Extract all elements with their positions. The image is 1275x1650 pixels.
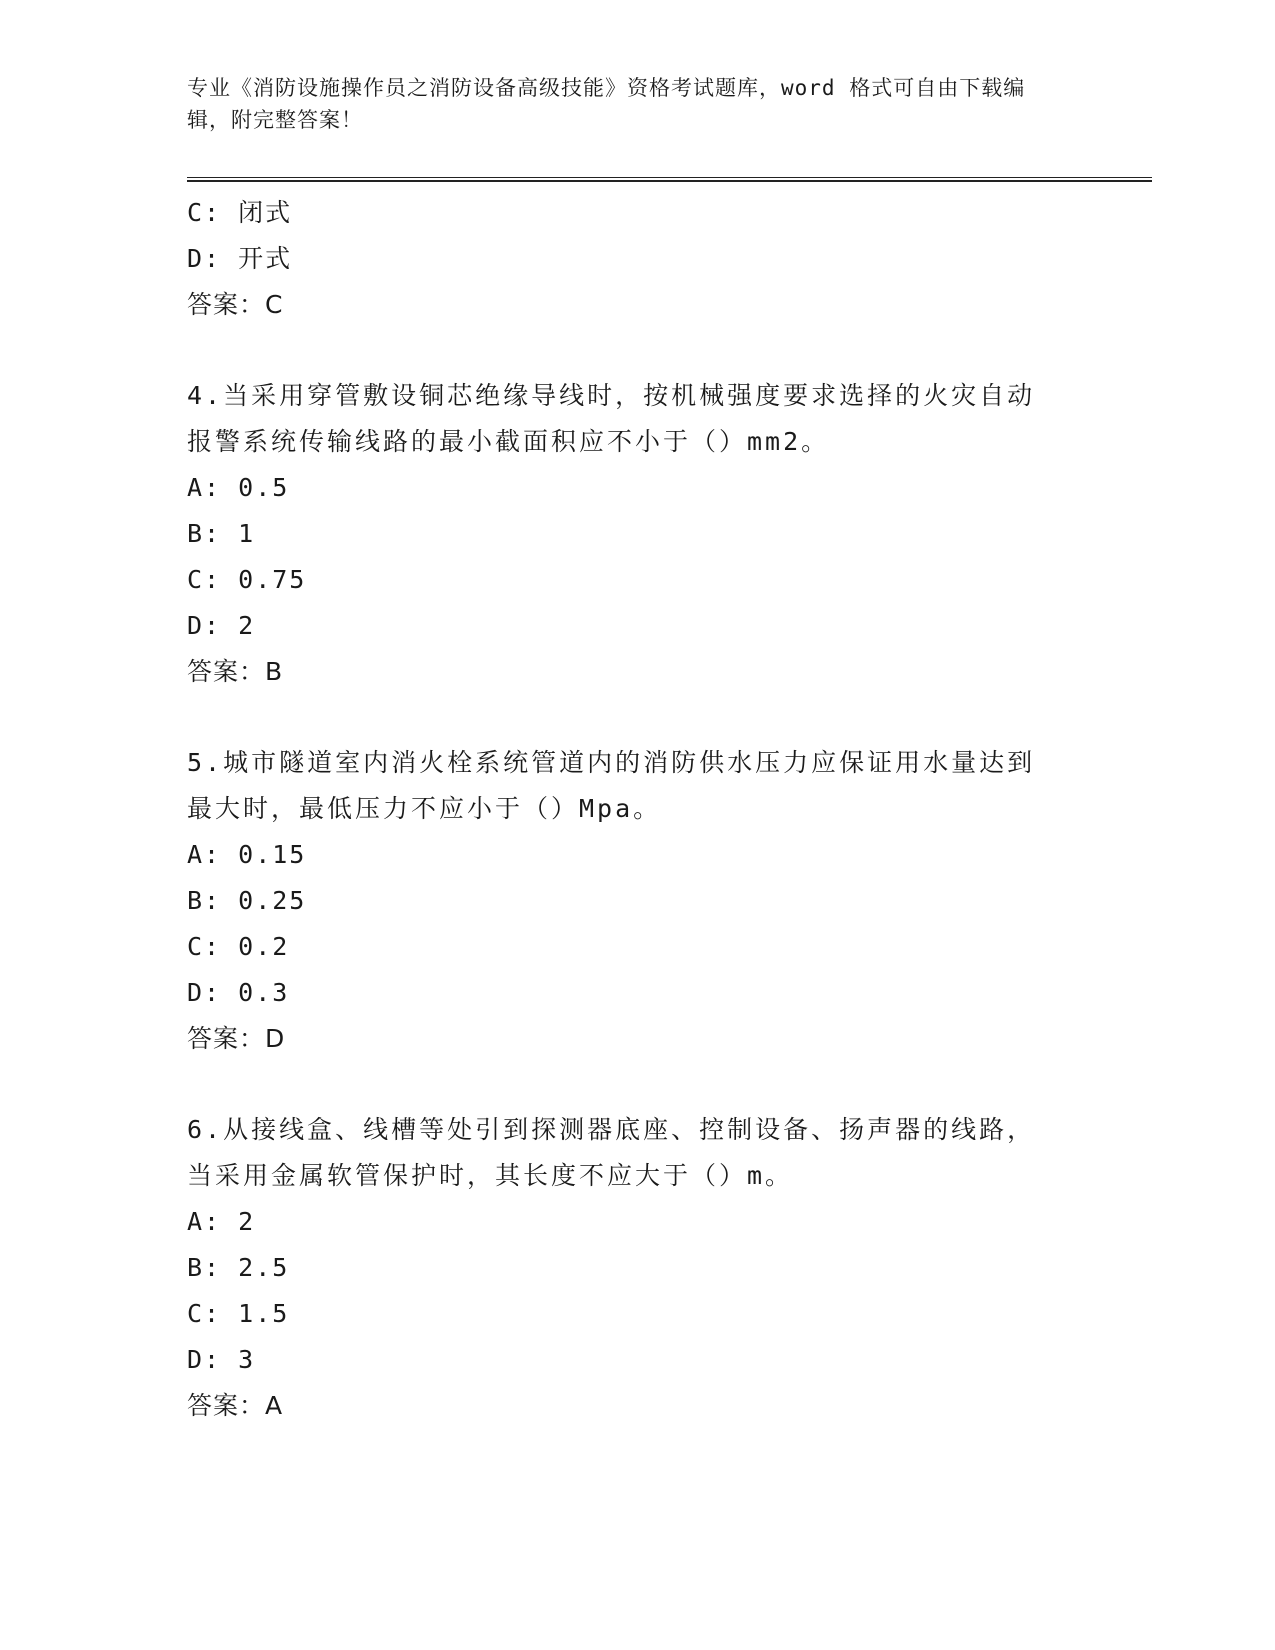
option-c: C: 0.2 xyxy=(187,932,290,961)
question-stem xyxy=(187,1107,1087,1199)
previous-question-tail xyxy=(187,190,1087,328)
option-c: C: 1.5 xyxy=(187,1299,290,1328)
option-a: A: 2 xyxy=(187,1207,256,1236)
option-d: D: 0.3 xyxy=(187,978,290,1007)
option-d: D: 3 xyxy=(187,1345,256,1374)
option-d: D: 2 xyxy=(187,611,256,640)
option-a: A: 0.15 xyxy=(187,840,307,869)
question-list xyxy=(187,190,1087,1429)
option-d: D: 开式 xyxy=(187,244,293,273)
answer-line: 答案：B xyxy=(187,657,284,686)
question-stem-line: 4.当采用穿管敷设铜芯绝缘导线时，按机械强度要求选择的火灾自动 xyxy=(187,381,1036,410)
question-4 xyxy=(187,373,1087,695)
question-5 xyxy=(187,740,1087,1062)
answer-line: 答案：C xyxy=(187,290,284,319)
option-b: B: 0.25 xyxy=(187,886,307,915)
question-stem xyxy=(187,740,1087,832)
option-a: A: 0.5 xyxy=(187,473,290,502)
answer-line: 答案：A xyxy=(187,1391,284,1420)
page-header: 专业《消防设施操作员之消防设备高级技能》资格考试题库，word 格式可自由下载编辑，附完整答案！ xyxy=(187,76,1026,132)
option-b: B: 2.5 xyxy=(187,1253,290,1282)
question-6 xyxy=(187,1107,1087,1429)
option-c: C: 闭式 xyxy=(187,198,293,227)
question-stem-line: 报警系统传输线路的最小截面积应不小于（）mm2。 xyxy=(187,427,830,456)
question-stem-line: 5.城市隧道室内消火栓系统管道内的消防供水压力应保证用水量达到 xyxy=(187,748,1036,777)
question-stem-line: 6.从接线盒、线槽等处引到探测器底座、控制设备、扬声器的线路， xyxy=(187,1115,1036,1144)
header-divider xyxy=(187,177,1152,182)
question-stem xyxy=(187,373,1087,465)
question-stem-line: 当采用金属软管保护时，其长度不应大于（）m。 xyxy=(187,1161,794,1190)
answer-line: 答案：D xyxy=(187,1024,286,1053)
option-c: C: 0.75 xyxy=(187,565,307,594)
question-stem-line: 最大时，最低压力不应小于（）Mpa。 xyxy=(187,794,662,823)
option-b: B: 1 xyxy=(187,519,256,548)
